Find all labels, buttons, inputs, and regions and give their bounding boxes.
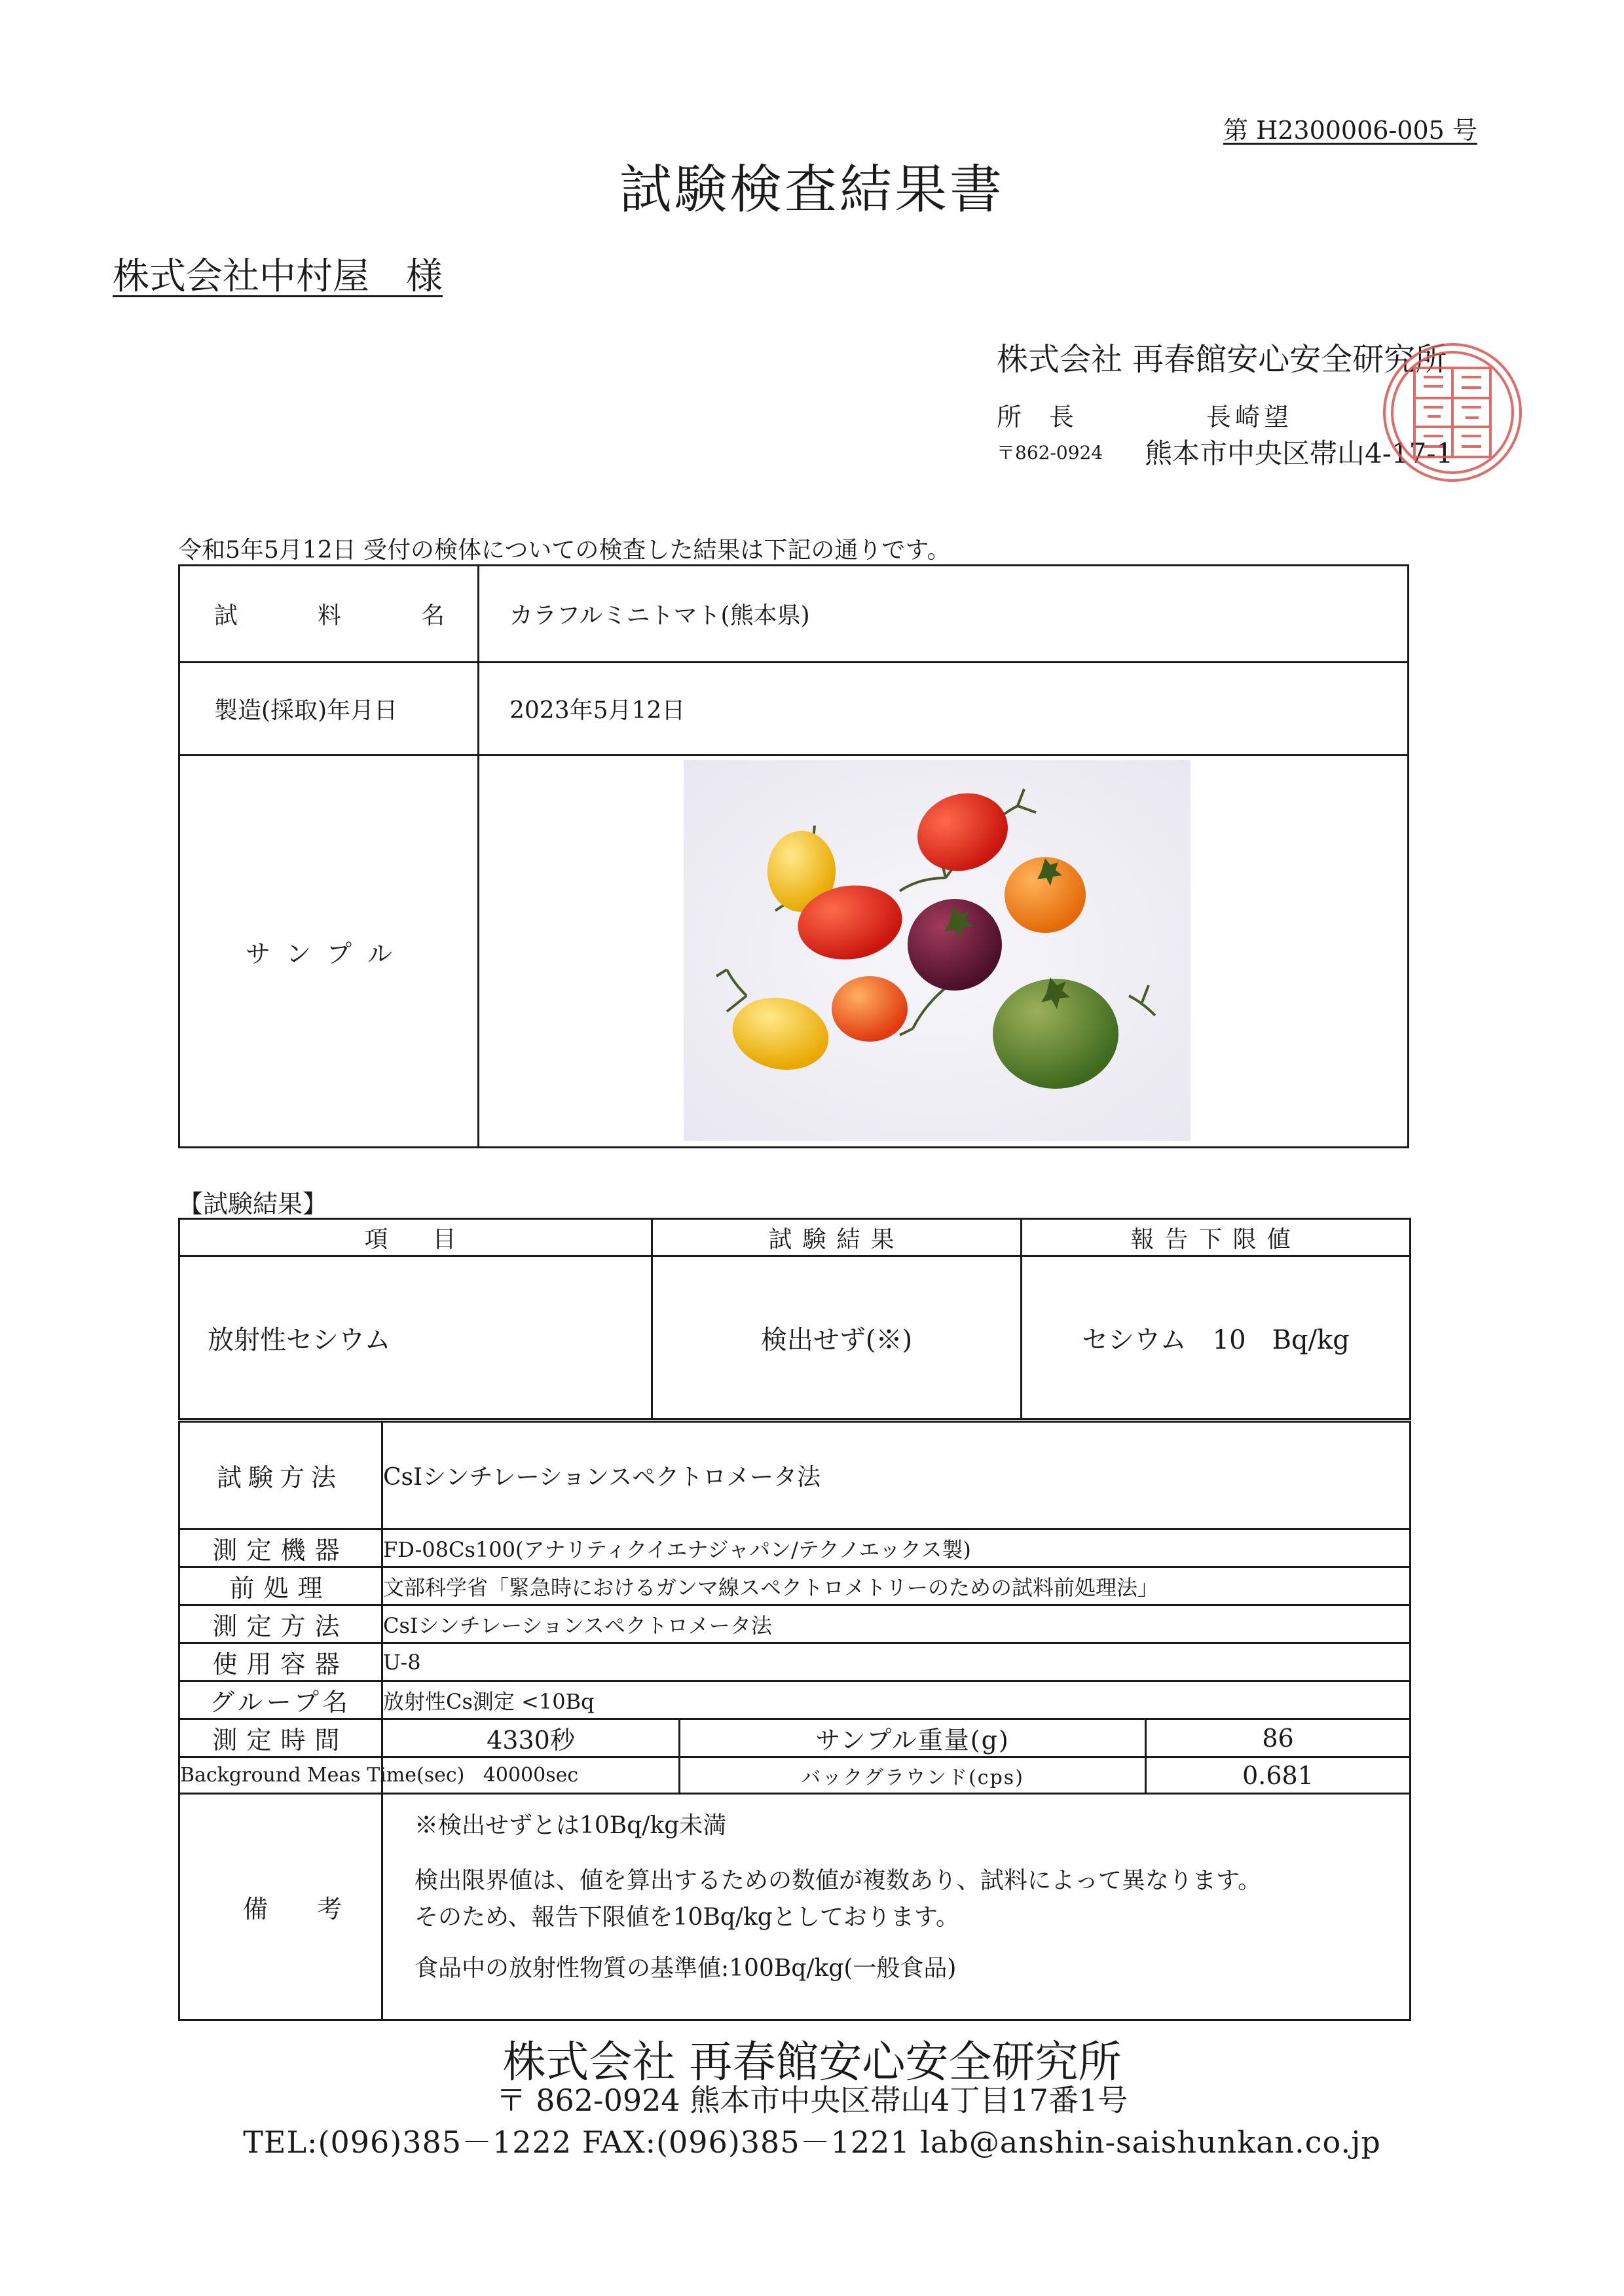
test-method-label: 試験方法: [179, 1422, 382, 1529]
time-label: 測定時間: [179, 1719, 382, 1757]
sample-date-value: 2023年5月12日: [509, 697, 686, 724]
remarks-label: [180, 1889, 381, 1925]
instrument-label: 測定機器: [179, 1529, 382, 1567]
method-table: [178, 1421, 1411, 2021]
bg-time-value: 40000sec: [382, 1757, 680, 1794]
group-label: グループ名: [179, 1681, 382, 1719]
bg-time-label: Background Meas Time(sec): [179, 1757, 382, 1794]
weight-label: サンプル重量(g): [680, 1719, 1146, 1757]
footer-address: 〒 862-0924 熊本市中央区帯山4丁目17番1号: [496, 2083, 1128, 2118]
container-row: [179, 1643, 1411, 1681]
sample-name-value: カラフルミニトマト(熊本県): [509, 602, 810, 629]
issuer-company: 株式会社 再春館安心安全研究所: [997, 341, 1447, 378]
measure-method-row: [179, 1605, 1411, 1643]
results-heading: 【試験結果】: [178, 1190, 328, 1218]
result-item: 放射性セシウム: [179, 1256, 652, 1419]
remark-line: 食品中の放射性物質の基準値:100Bq/kg(一般食品): [415, 1955, 957, 1982]
time-value: 4330秒: [382, 1719, 680, 1757]
weight-value: 86: [1146, 1719, 1411, 1757]
label-char: 名: [420, 602, 445, 629]
background-row: [179, 1757, 1411, 1794]
recipient: 株式会社中村屋 様: [113, 255, 443, 298]
pretreatment-value: 文部科学省「緊急時におけるガンマ線スペクトロメトリーのための試料前処理法」: [382, 1567, 1411, 1605]
remark-line: 検出限界値は、値を算出するための数値が複数あり、試料によって異なります。: [415, 1867, 1262, 1894]
col-result-header: 試験結果: [652, 1219, 1022, 1256]
sample-name-row: [179, 566, 1409, 663]
results-row: [179, 1256, 1411, 1419]
bg-label: バックグラウンド(cps): [680, 1757, 1146, 1794]
footer-contact: TEL:(096)385－1222 FAX:(096)385－1221 lab@anshin-saishunkan.co.jp: [243, 2124, 1381, 2160]
instrument-row: [179, 1529, 1411, 1567]
container-label: 使用容器: [179, 1643, 382, 1681]
sample-date-row: [179, 663, 1409, 756]
remarks-label-cell: [179, 1794, 382, 2020]
remark-line: そのため、報告下限値を10Bq/kgとしております。: [415, 1904, 959, 1931]
pretreatment-label: 前処理: [179, 1567, 382, 1605]
test-method-row: [179, 1422, 1411, 1529]
label-char: 試: [214, 602, 238, 629]
footer-company: 株式会社 再春館安心安全研究所: [502, 2037, 1122, 2087]
sample-date-value-cell: [479, 663, 1409, 756]
group-row: [179, 1681, 1411, 1719]
label-char: プ: [326, 939, 352, 968]
remarks-row: [179, 1794, 1411, 2020]
label-char: 料: [317, 602, 341, 629]
time-weight-row: [179, 1719, 1411, 1757]
measure-method-label: 測定方法: [179, 1605, 382, 1643]
sample-photo-cell: [479, 756, 1409, 1148]
sample-photo-row: [179, 756, 1409, 1148]
measure-method-value: CsIシンチレーションスペクトロメータ法: [382, 1605, 1411, 1643]
sample-name-label: [180, 597, 477, 630]
seal-icon: [1380, 327, 1524, 498]
document-title: 試験検査結果書: [619, 159, 1005, 220]
pretreatment-row: [179, 1567, 1411, 1605]
instrument-value: FD-08Cs100(アナリティクイエナジャパン/テクノエックス製): [382, 1529, 1411, 1567]
sample-name-label-cell: [179, 566, 479, 663]
sample-date-label-cell: [179, 663, 479, 756]
issuer-role: 所 長: [997, 403, 1076, 431]
test-method-value: CsIシンチレーションスペクトロメータ法: [382, 1422, 1411, 1529]
sample-name-value-cell: [479, 566, 1409, 663]
col-item-header: 項 目: [179, 1219, 652, 1256]
remarks-cell: [382, 1794, 1411, 2020]
results-header-row: [179, 1219, 1411, 1256]
container-value: U-8: [382, 1643, 1411, 1681]
document-number: 第 H2300006-005 号: [1223, 116, 1477, 145]
label-char: サ: [246, 939, 271, 968]
group-value: 放射性Cs測定 <10Bq: [382, 1681, 1411, 1719]
result-value: 検出せず(※): [652, 1256, 1022, 1419]
col-limit-header: 報告下限値: [1022, 1219, 1411, 1256]
small-orange-tomato: [832, 976, 908, 1042]
remark-line: ※検出せずとは10Bq/kg未満: [415, 1812, 727, 1839]
issuer-name: 長崎望: [1206, 403, 1293, 431]
tomato-sample-photo: [684, 760, 1190, 1141]
issuer-postal-code: 〒862-0924: [997, 442, 1103, 464]
sample-date-label: 製造(採取)年月日: [214, 697, 398, 724]
company-seal-stamp: [1380, 327, 1524, 498]
issuer-address: 熊本市中央区帯山4-17-1: [1145, 437, 1454, 469]
sample-info-table: [178, 564, 1409, 1148]
label-char: ル: [367, 939, 392, 968]
bg-value: 0.681: [1146, 1757, 1411, 1794]
label-char: 考: [316, 1895, 342, 1923]
label-char: ン: [286, 939, 311, 968]
sample-photo-label-cell: [179, 756, 479, 1148]
intro-text: 令和5年5月12日 受付の検体についての検査した結果は下記の通りです。: [178, 537, 951, 564]
result-limit: セシウム 10 Bq/kg: [1022, 1256, 1411, 1419]
sample-photo-label: [180, 934, 477, 970]
label-char: 備: [243, 1895, 268, 1923]
results-table: [178, 1218, 1411, 1420]
